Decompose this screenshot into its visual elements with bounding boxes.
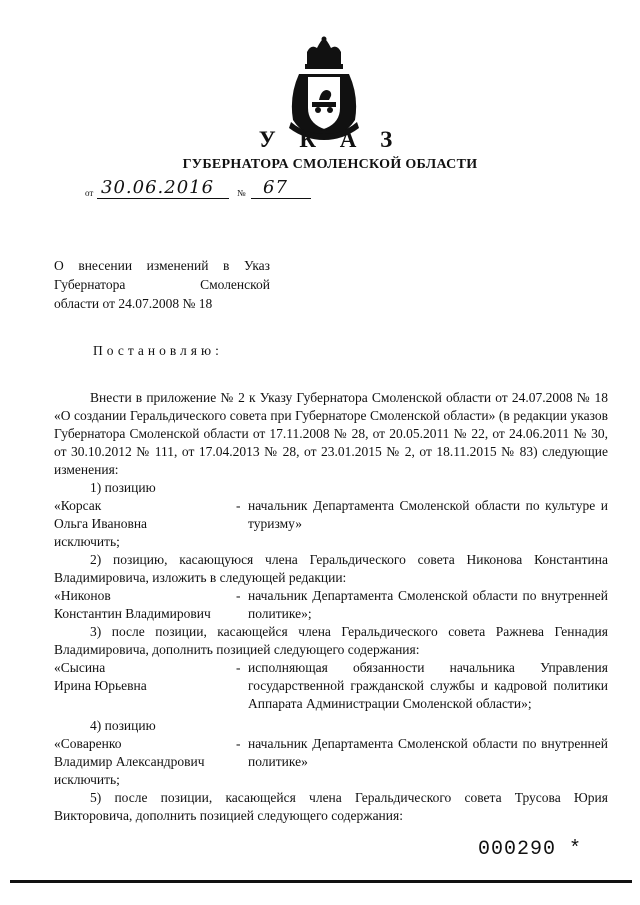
coat-of-arms-emblem [285, 36, 363, 140]
item-2: 2) позицию, касающуюся члена Геральдического совета Никонова Константина Владимировича, изложить в следующей редакции: [54, 552, 608, 585]
crown-icon [307, 38, 341, 66]
handwritten-date: 30.06.2016 [101, 177, 215, 198]
date-from-label: от [85, 188, 94, 198]
subject-line: Смоленской [200, 277, 270, 292]
number-label: № [237, 188, 246, 198]
person-entry: «Сысина Ирина Юрьевна - исполняющая обязанности начальника Управления государственной гражданской службы и кадровой политики Аппарата Администрации Смоленской области»; [54, 660, 608, 711]
decree-subject [54, 256, 270, 313]
decree-body [54, 389, 608, 825]
sheet-number: 000290 * [478, 838, 583, 861]
item-4: 4) позицию [90, 718, 156, 733]
person-entry: «Никонов Константин Владимирович - начальник Департамента Смоленской области по внутренней политике»; [54, 588, 608, 621]
intro-paragraph: Внести в приложение № 2 к Указу Губернатора Смоленской области от 24.07.2008 № 18 «О создании Геральдического совета при Губернаторе Смоленской области» (в редакции указов Губернатора Смоленской области от 17.11.2008 № 28, от 20.05.2011 № 22, от 24.06.2011 № 30, от 30.10.2012 № 111, от 17.04.2013 № 28, от 23.01.2015 № 2, от 18.11.2015 № 83) следующие изменения: [54, 390, 608, 477]
decree-word: Постановляю: [93, 343, 223, 358]
item-5: 5) после позиции, касающейся члена Геральдического совета Трусова Юрия Викторовича, дополнить позицией следующего содержания: [54, 790, 608, 823]
person-entry: «Корсак Ольга Ивановна - начальник Департамента Смоленской области по культуре и туризму» [54, 498, 608, 531]
item-3: 3) после позиции, касающейся члена Геральдического совета Ражнева Геннадия Владимировича, дополнить позицией следующего содержания: [54, 624, 608, 657]
document-subtitle: ГУБЕРНАТОРА СМОЛЕНСКОЙ ОБЛАСТИ [182, 157, 478, 172]
subject-line: О внесении изменений в Указ [54, 258, 270, 273]
bottom-rule [10, 880, 632, 883]
date-number-line [85, 178, 325, 202]
person-entry: «Совaренко Владимир Александрович - начальник Департамента Смоленской области по внутренней политике» [54, 736, 608, 769]
handwritten-number: 67 [263, 177, 288, 198]
subject-line: Губернатора [54, 277, 126, 292]
exclude-text: исключить; [54, 772, 120, 787]
exclude-text: исключить; [54, 534, 120, 549]
subject-line: области от 24.07.2008 № 18 [54, 296, 213, 311]
document-title: У К А З [258, 127, 402, 152]
item-1: 1) позицию [90, 480, 156, 495]
